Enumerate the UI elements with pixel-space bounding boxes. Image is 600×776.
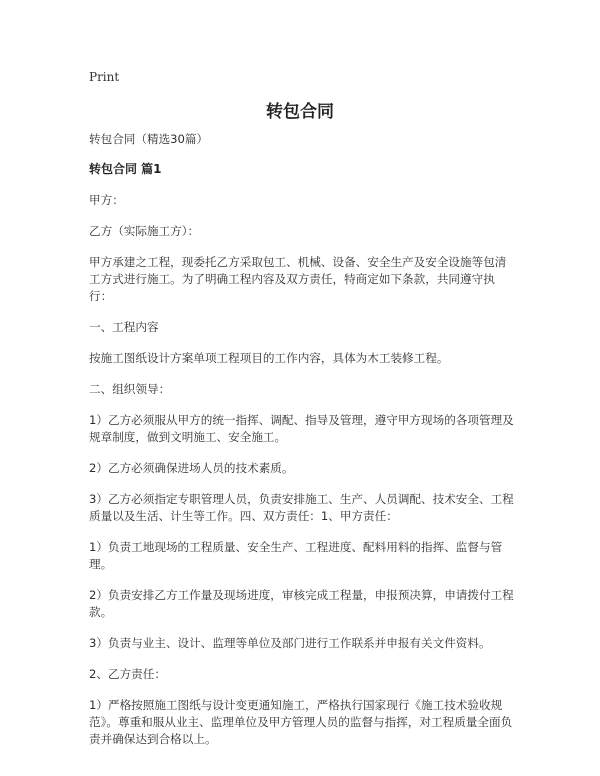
clause-paragraph: 2）乙方必须确保进场人员的技术素质。 <box>89 461 294 475</box>
section-heading: 转包合同 篇1 <box>89 162 162 176</box>
clause-paragraph: 1）乙方必须服从甲方的统一指挥、调配、指导及管理，遵守甲方现场的各项管理及规章制度，做到文明施工、安全施工。 <box>89 413 514 444</box>
clause-paragraph: 3）负责与业主、设计、监理等单位及部门进行工作联系并申报有关文件资料。 <box>89 636 491 650</box>
clause-paragraph: 按施工图纸设计方案单项工程项目的工作内容，具体为木工装修工程。 <box>89 351 449 365</box>
clause-paragraph: 1）严格按照施工图纸与设计变更通知施工，严格执行国家现行《施工技术验收规范》。尊重和服从业主、监理单位及甲方管理人员的监督与指挥，对工程质量全面负责并确保达到合格以上。 <box>89 698 513 746</box>
preamble-paragraph: 甲方承建之工程，现委托乙方采取包工、机械、设备、安全生产及安全设施等包清工方式进行施工。为了明确工程内容及双方责任，特商定如下条款，共同遵守执行： <box>89 255 507 303</box>
print-link[interactable]: Print <box>89 70 120 84</box>
document-title: 转包合同 <box>266 102 334 122</box>
clause-paragraph: 3）乙方必须指定专职管理人员，负责安排施工、生产、人员调配、技术安全、工程质量以及生活、计生等工作。四、双方责任：1、甲方责任： <box>89 492 514 523</box>
party-a-line: 甲方： <box>89 193 124 207</box>
clause-heading-party-b-duties: 2、乙方责任： <box>89 667 166 681</box>
party-b-line: 乙方（实际施工方）： <box>89 224 200 238</box>
clause-paragraph: 2）负责安排乙方工作量及现场进度，审核完成工程量，申报预决算，申请拨付工程款。 <box>89 588 514 619</box>
document-body <box>89 131 517 762</box>
clause-heading-organization: 二、组织领导： <box>89 382 171 396</box>
clause-paragraph: 1）负责工地现场的工程质量、安全生产、工程进度、配料用料的指挥、监督与管理。 <box>89 540 503 571</box>
document-subtitle: 转包合同（精选30篇） <box>89 132 209 146</box>
clause-heading-work-content: 一、工程内容 <box>89 320 159 334</box>
